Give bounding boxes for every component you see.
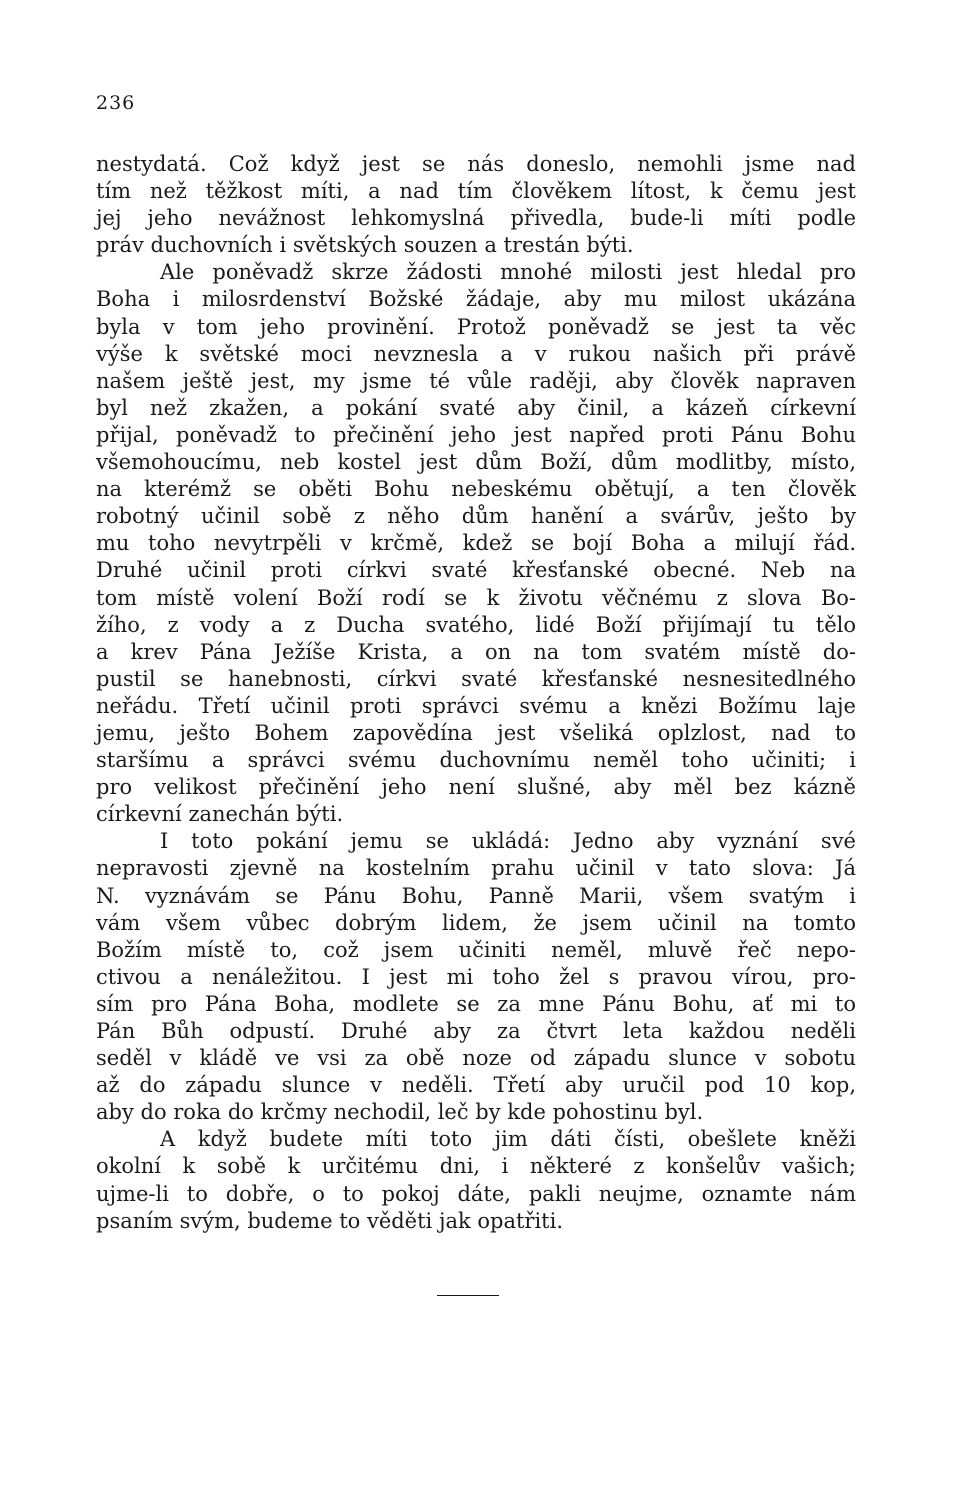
text-line: Pán Bůh odpustí. Druhé aby za čtvrt leta každou neděli [96,1019,856,1043]
text-line: N. vyznávám se Pánu Bohu, Panně Marii, všem svatým i [96,883,856,908]
text-line: tím než těžkost míti, a nad tím člověkem lítost, k čemu jest [96,179,856,204]
text-line: byl než zkažen, a pokání svaté aby činil, a kázeň církevní [96,395,856,420]
text-line: nestydatá. Což když jest se nás doneslo, nemohli jsme nad [96,152,856,176]
text-line: výše k světské moci nevznesla a v rukou našich při právě [96,341,856,366]
text-line: přijal, poněvadž to přečinění jeho jest napřed proti Pánu Bohu [96,422,856,447]
text-line: ctivou a nenáležitou. I jest mi toho žel s pravou vírou, pro- [96,964,856,989]
text-line: až do západu slunce v neděli. Třetí aby uručil pod 10 kop, [96,1073,856,1098]
text-line: neřádu. Třetí učinil proti správci svému a knězi Božímu laje [96,693,856,718]
text-line: mu toho nevytrpěli v krčmě, kdež se bojí Boha a milují řád. [96,531,856,556]
text-line: psaním svým, budeme to věděti jak opatřiti. [96,1208,564,1233]
text-line: tom místě volení Boží rodí se k životu věčnému z slova Bo- [96,585,856,610]
text-line: práv duchovních i světských souzen a trestán býti. [96,233,634,258]
end-rule [437,1295,499,1296]
text-line: a krev Pána Ježíše Krista, a on na tom svatém místě do- [96,639,856,664]
text-line: robotný učinil sobě z něho dům hanění a svárův, ješto by [96,504,856,529]
text-line: všemohoucímu, neb kostel jest dům Boží, dům modlitby, místo, [96,450,856,475]
text-line: staršímu a správci svému duchovnímu neměl toho učiniti; i [96,748,856,773]
text-line: jej jeho nevážnost lehkomyslná přivedla, bude-li míti podle [96,206,856,231]
text-line: žího, z vody a z Ducha svatého, lidé Boží přijímají tu tělo [96,612,856,637]
text-line: okolní k sobě k určitému dni, i některé z konšelův vašich; [96,1154,856,1179]
text-line: I toto pokání jemu se ukládá: Jedno aby vyznání své [160,829,856,854]
text-line: pustil se hanebnosti, církvi svaté křesťanské nesnesitedlného [96,666,856,691]
text-line: aby do roka do krčmy nechodil, leč by kde pohostinu byl. [96,1100,704,1125]
text-line: církevní zanechán býti. [96,802,344,827]
body-text [96,151,856,1235]
text-line: vám všem vůbec dobrým lidem, že jsem učinil na tomto [96,910,856,935]
text-line: pro velikost přečinění jeho není slušné, aby měl bez kázně [96,775,856,800]
text-line: Ale poněvadž skrze žádosti mnohé milosti jest hledal pro [160,260,856,285]
text-line: byla v tom jeho provinění. Protož poněvadž se jest ta věc [96,314,856,339]
page-number: 236 [96,92,136,114]
text-line: ujme-li to dobře, o to pokoj dáte, pakli neujme, oznamte nám [96,1181,856,1206]
text-line: Božím místě to, což jsem učiniti neměl, mluvě řeč nepo- [96,937,856,962]
text-line: Druhé učinil proti církvi svaté křesťanské obecné. Neb na [96,558,856,583]
text-line: Boha i milosrdenství Božské žádaje, aby mu milost ukázána [96,287,856,312]
text-line: nepravosti zjevně na kostelním prahu učinil v tato slova: Já [96,856,856,881]
text-line: jemu, ješto Bohem zapovědína jest všeliká oplzlost, nad to [96,720,856,745]
text-line: A když budete míti toto jim dáti čísti, obešlete kněži [160,1127,856,1152]
text-line: sím pro Pána Boha, modlete se za mne Pánu Bohu, ať mi to [96,991,856,1016]
text-line: seděl v kládě ve vsi za obě noze od západu slunce v sobotu [96,1046,856,1071]
text-line: našem ještě jest, my jsme té vůle raději, aby člověk napraven [96,368,856,393]
text-line: na kterémž se oběti Bohu nebeskému obětují, a ten člověk [96,477,856,502]
